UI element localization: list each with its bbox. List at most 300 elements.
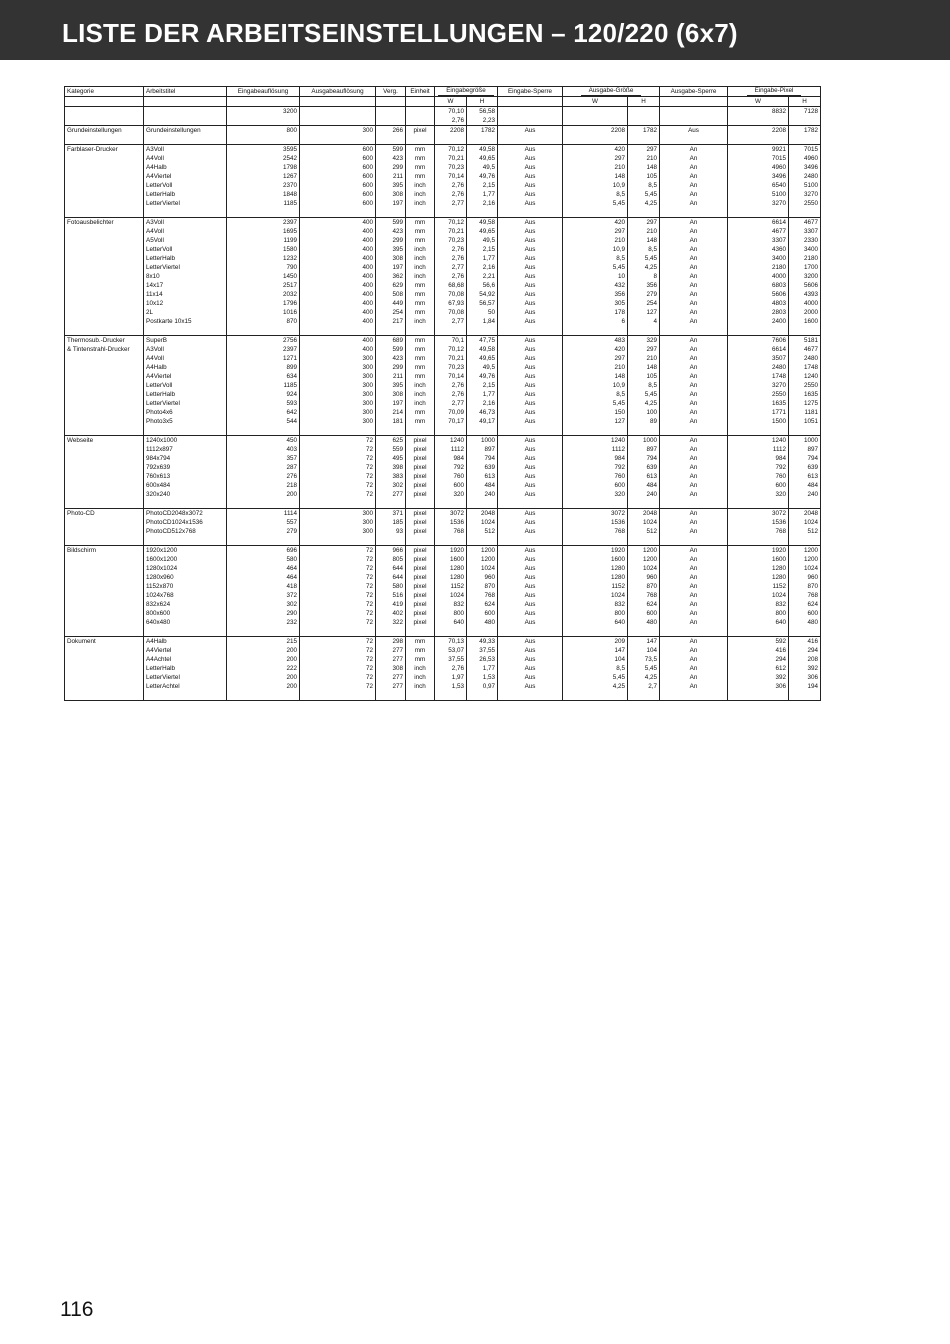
table-cell: 8,5 [628,381,660,390]
spacer-cell [406,208,435,218]
table-cell: 104 [628,646,660,655]
table-cell: 197 [376,199,406,208]
table-cell: 277 [376,655,406,664]
table-cell: 400 [300,308,376,317]
table-cell: 2L [144,308,227,317]
table-cell: 49,65 [467,154,498,163]
table-cell: 592 [728,637,789,647]
table-cell: 104 [563,655,628,664]
table-cell: 2208 [563,126,628,136]
spacer-cell [144,536,227,546]
table-cell: 72 [300,472,376,481]
table-cell: 768 [435,527,467,536]
spacer-cell [660,536,728,546]
spacer-cell [227,208,300,218]
table-cell: 72 [300,555,376,564]
table-cell: 1112 [435,445,467,454]
table-cell: Aus [498,408,563,417]
category-cell [65,390,144,399]
table-cell: An [660,181,728,190]
spacer-cell [65,499,144,509]
category-cell [65,618,144,627]
table-cell: 392 [789,664,821,673]
table-cell: Grundeinstellungen [144,126,227,136]
table-cell: 640 [435,618,467,627]
group-spacer-row [65,499,821,509]
column-header-label: Ausgabe-Größe [581,87,642,96]
table-cell: 5,45 [628,190,660,199]
table-cell: 5,45 [563,199,628,208]
table-cell: 197 [376,399,406,408]
table-cell: 70,21 [435,227,467,236]
table-cell: 254 [628,299,660,308]
table-cell: 768 [789,591,821,600]
table-cell: 790 [227,263,300,272]
table-cell: 600 [300,190,376,199]
table-cell: LetterHalb [144,390,227,399]
table-cell: 450 [227,436,300,446]
table-cell: 2180 [728,263,789,272]
table-cell: 1280x1024 [144,564,227,573]
table-cell: 634 [227,372,300,381]
table-cell: An [660,345,728,354]
table-cell: 464 [227,573,300,582]
table-cell: 1200 [628,555,660,564]
table-cell: 644 [376,564,406,573]
table-cell: mm [406,363,435,372]
table-row [65,381,821,390]
spacer-cell [563,691,628,701]
table-cell: Aus [498,417,563,426]
spacer-cell [728,627,789,637]
table-cell: 613 [628,472,660,481]
spacer-cell [227,627,300,637]
category-cell [65,172,144,181]
table-cell: 70,17 [435,417,467,426]
spacer-cell [467,627,498,637]
table-cell: 897 [789,445,821,454]
table-cell: 600 [300,172,376,181]
table-cell: 47,75 [467,336,498,346]
table-cell: 400 [300,299,376,308]
spacer-cell [300,691,376,701]
table-cell: 49,5 [467,363,498,372]
table-cell: 320 [563,490,628,499]
table-cell: 400 [300,254,376,263]
table-header-row [65,87,821,97]
table-cell: 210 [628,227,660,236]
category-cell [65,600,144,609]
table-cell: 305 [563,299,628,308]
table-cell: 1267 [227,172,300,181]
table-cell: 308 [376,664,406,673]
table-cell: 1600 [789,317,821,326]
table-cell: mm [406,408,435,417]
table-cell: Aus [498,281,563,290]
spacer-cell [300,426,376,436]
table-cell: 1024 [563,591,628,600]
spacer-cell [563,208,628,218]
table-cell: 1280 [435,564,467,573]
table-cell: 1240 [728,436,789,446]
spacer-cell [789,536,821,546]
table-cell: 218 [227,481,300,490]
table-row [65,664,821,673]
spacer-cell [227,326,300,336]
category-cell [65,399,144,408]
spacer-cell [498,326,563,336]
table-cell: 1051 [789,417,821,426]
table-cell: 70,08 [435,290,467,299]
table-cell: 613 [789,472,821,481]
table-cell: LetterVoll [144,381,227,390]
table-cell: 593 [227,399,300,408]
table-cell: An [660,336,728,346]
table-cell: 1240 [435,436,467,446]
table-cell: 1782 [628,126,660,136]
category-cell [65,290,144,299]
table-cell: 383 [376,472,406,481]
table-row [65,399,821,408]
table-cell: 7015 [789,145,821,155]
table-cell: 300 [300,509,376,519]
table-row [65,372,821,381]
table-cell: 640 [563,618,628,627]
table-cell: 1782 [789,126,821,136]
table-cell: 2,15 [467,381,498,390]
table-cell: mm [406,145,435,155]
spacer-cell [144,627,227,637]
table-cell: A4Voll [144,227,227,236]
table-cell: 200 [227,490,300,499]
table-cell: A5Voll [144,236,227,245]
table-cell: 400 [300,317,376,326]
table-cell: 2400 [728,317,789,326]
table-cell: LetterViertel [144,673,227,682]
table-cell: 870 [227,317,300,326]
table-cell: Aus [498,646,563,655]
table-cell: 1748 [728,372,789,381]
category-cell [65,281,144,290]
table-cell: 70,21 [435,354,467,363]
category-cell [65,555,144,564]
spacer-cell [628,536,660,546]
table-cell: 1024 [467,518,498,527]
spacer-cell [406,326,435,336]
column-header-label: Arbeitstitel [146,87,176,95]
subheader-empty [498,97,563,107]
table-cell: Aus [498,290,563,299]
table-cell: 696 [227,546,300,556]
table-cell: 484 [628,481,660,490]
table-cell: 832 [728,600,789,609]
spacer-cell [435,326,467,336]
table-cell: LetterVoll [144,181,227,190]
spacer-cell [300,627,376,637]
table-cell: 297 [563,354,628,363]
table-cell: 70,1 [435,336,467,346]
table-cell: 3200 [789,272,821,281]
table-cell: 2,7 [628,682,660,691]
table-cell: 2,21 [467,272,498,281]
table-cell: 240 [789,490,821,499]
table-cell: 2032 [227,290,300,299]
table-row [65,564,821,573]
table-cell: 800 [563,609,628,618]
table-cell: Aus [498,218,563,228]
table-cell: 49,58 [467,345,498,354]
table-cell: A4Halb [144,163,227,172]
table-cell: 1185 [227,199,300,208]
spacer-cell [144,135,227,145]
column-header [728,87,821,97]
table-cell: 2,76 [435,272,467,281]
table-cell: Aus [498,582,563,591]
category-cell [65,445,144,454]
page-title: LISTE DER ARBEITSEINSTELLUNGEN – 120/220 (6x7) [62,18,738,48]
table-cell: 1600x1200 [144,555,227,564]
table-cell: mm [406,417,435,426]
table-cell: 400 [300,218,376,228]
spacer-cell [498,135,563,145]
table-cell: Aus [498,154,563,163]
table-cell: inch [406,381,435,390]
column-header-label: Ausgabeauflösung [311,87,364,95]
category-cell [65,263,144,272]
table-cell: 2,77 [435,199,467,208]
table-cell: 362 [376,272,406,281]
table-cell: 1,53 [467,673,498,682]
table-cell: 148 [563,372,628,381]
table-cell: 2180 [789,254,821,263]
table-row [65,673,821,682]
table-cell: Aus [498,163,563,172]
category-cell [65,454,144,463]
spacer-cell [660,326,728,336]
table-cell [628,116,660,126]
table-cell [376,107,406,117]
table-cell: Aus [498,336,563,346]
table-cell: 70,13 [435,637,467,647]
table-cell: 72 [300,454,376,463]
table-cell: 629 [376,281,406,290]
table-cell: 300 [300,417,376,426]
table-cell: An [660,417,728,426]
table-row [65,445,821,454]
table-cell: 402 [376,609,406,618]
table-cell: 420 [563,145,628,155]
table-cell: Aus [498,390,563,399]
table-cell: 53,07 [435,646,467,655]
table-row [65,481,821,490]
table-cell: 4 [628,317,660,326]
table-cell: 240 [628,490,660,499]
table-cell: 300 [300,527,376,536]
table-cell: PhotoCD512x768 [144,527,227,536]
spacer-cell [628,627,660,637]
table-cell: 580 [376,582,406,591]
table-cell: 72 [300,463,376,472]
spacer-cell [144,426,227,436]
table-cell: 480 [628,618,660,627]
spacer-cell [376,326,406,336]
group-spacer-row [65,135,821,145]
table-cell: 508 [376,290,406,299]
table-cell: 72 [300,445,376,454]
table-cell: pixel [406,436,435,446]
table-cell: 897 [467,445,498,454]
table-cell: 794 [467,454,498,463]
category-cell [65,518,144,527]
table-cell: 432 [563,281,628,290]
subheader-h: H [789,97,821,107]
table-cell: 7128 [789,107,821,117]
table-cell: 464 [227,564,300,573]
table-cell: An [660,445,728,454]
group-spacer-row [65,208,821,218]
table-cell: SuperB [144,336,227,346]
table-cell: 208 [789,655,821,664]
table-cell: 1024 [628,518,660,527]
table-cell: 6614 [728,218,789,228]
table-cell: 1536 [563,518,628,527]
table-cell: 1280x960 [144,573,227,582]
table-cell: 760x613 [144,472,227,481]
table-cell: 2397 [227,218,300,228]
table-row [65,181,821,190]
table-row [65,527,821,536]
table-cell: 420 [563,345,628,354]
spacer-cell [435,426,467,436]
table-cell: An [660,154,728,163]
category-cell [65,463,144,472]
table-cell: 624 [628,600,660,609]
table-cell: 924 [227,390,300,399]
table-cell: 300 [300,408,376,417]
table-cell: 400 [300,290,376,299]
spacer-cell [300,208,376,218]
table-cell: 416 [728,646,789,655]
table-row [65,637,821,647]
table-cell: A3Voll [144,145,227,155]
table-cell: 1280 [728,573,789,582]
table-cell: An [660,664,728,673]
table-cell: Aus [498,463,563,472]
table-cell: 72 [300,436,376,446]
table-cell: pixel [406,609,435,618]
table-cell: 3496 [789,163,821,172]
table-cell: 8x10 [144,272,227,281]
table-row [65,218,821,228]
table-cell: 1200 [789,546,821,556]
table-cell: An [660,454,728,463]
table-cell: 599 [376,218,406,228]
table-cell: 1600 [563,555,628,564]
table-cell [376,116,406,126]
table-row [65,363,821,372]
spacer-cell [227,691,300,701]
table-cell: Aus [498,317,563,326]
table-cell: 306 [728,682,789,691]
subheader-empty [227,97,300,107]
table-cell: 72 [300,682,376,691]
table-row [65,172,821,181]
table-cell: 308 [376,390,406,399]
table-cell: Aus [498,436,563,446]
table-cell: 4,25 [628,263,660,272]
table-cell: 2,76 [435,190,467,199]
table-cell: 93 [376,527,406,536]
table-cell: 1185 [227,381,300,390]
column-header [435,87,498,97]
table-cell: 2370 [227,181,300,190]
table-cell: 372 [227,591,300,600]
table-cell: Postkarte 10x15 [144,317,227,326]
spacer-cell [406,536,435,546]
table-cell: Aus [498,181,563,190]
table-cell: mm [406,345,435,354]
table-cell: 72 [300,637,376,647]
table-row [65,390,821,399]
table-cell: 960 [628,573,660,582]
table-cell: 49,33 [467,637,498,647]
table-cell: 792 [435,463,467,472]
table-cell: 984 [435,454,467,463]
table-cell: 5,45 [628,664,660,673]
table-cell: Aus [498,673,563,682]
settings-table [64,86,821,701]
category-cell [65,381,144,390]
table-cell: An [660,317,728,326]
spacer-cell [376,135,406,145]
table-cell: 306 [789,673,821,682]
table-cell [144,116,227,126]
table-cell: 418 [227,582,300,591]
table-cell: 7015 [728,154,789,163]
table-cell: 276 [227,472,300,481]
table-cell: 72 [300,646,376,655]
table-cell: 211 [376,172,406,181]
table-cell: mm [406,218,435,228]
table-cell: 127 [628,308,660,317]
table-cell: 2,23 [467,116,498,126]
table-cell: Aus [498,199,563,208]
table-cell: 2550 [789,381,821,390]
table-cell: 10 [563,272,628,281]
table-cell: pixel [406,555,435,564]
table-cell: 10,9 [563,381,628,390]
table-row [65,336,821,346]
table-cell: 5100 [728,190,789,199]
table-cell: Aus [498,637,563,647]
table-cell: 495 [376,454,406,463]
table-cell: 4960 [789,154,821,163]
table-cell: 70,14 [435,372,467,381]
table-cell: Aus [498,263,563,272]
table-cell: 1024 [789,564,821,573]
table-cell: A4Voll [144,354,227,363]
spacer-cell [728,536,789,546]
spacer-cell [65,135,144,145]
table-cell: 760 [563,472,628,481]
table-cell: 2,76 [435,181,467,190]
table-cell: 2,76 [435,390,467,399]
spacer-cell [628,326,660,336]
table-cell [300,107,376,117]
spacer-cell [467,208,498,218]
table-cell: 760 [728,472,789,481]
table-cell: 400 [300,227,376,236]
